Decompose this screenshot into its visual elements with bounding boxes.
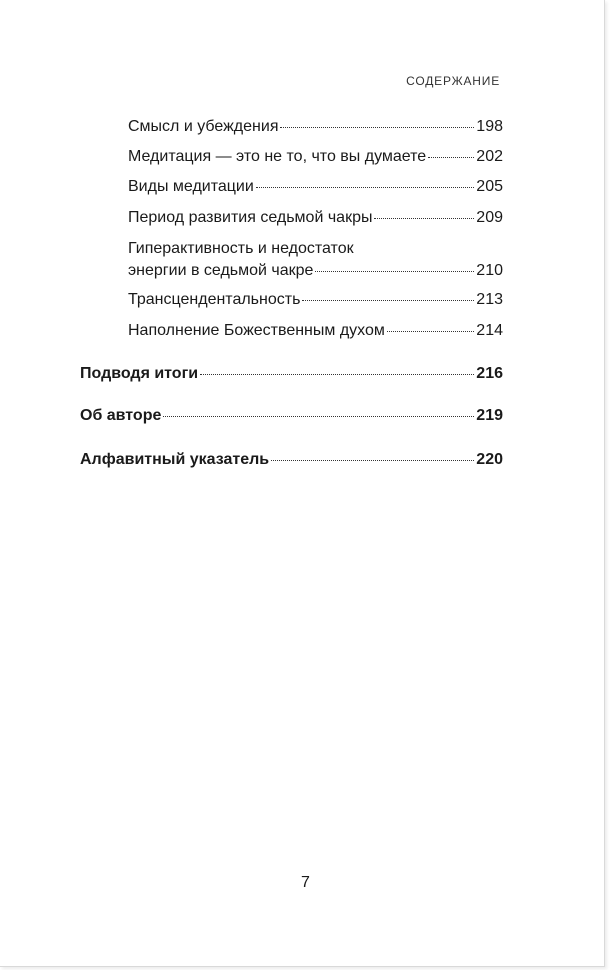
toc-entry-page: 214 xyxy=(476,322,503,339)
dot-leader xyxy=(387,331,474,332)
running-head: СОДЕРЖАНИЕ xyxy=(406,74,500,88)
dot-leader xyxy=(428,157,474,158)
dot-leader xyxy=(200,374,474,375)
toc-entry-transcendence xyxy=(128,290,503,310)
toc-entry-page: 216 xyxy=(476,365,503,382)
toc-entry-title: Виды медитации xyxy=(128,178,254,195)
toc-entry-meditation-not-what-you-think xyxy=(128,147,503,167)
toc-entry-page: 219 xyxy=(476,407,503,424)
toc-entry-page: 210 xyxy=(476,262,503,279)
dot-leader xyxy=(280,127,474,128)
toc-entry-title: Смысл и убеждения xyxy=(128,118,279,135)
toc-entry-title-line2: энергии в седьмой чакре xyxy=(128,262,314,279)
toc-entry-title: Наполнение Божественным духом xyxy=(128,322,385,339)
toc-entry-hyperactivity-and-deficiency xyxy=(128,238,503,282)
toc-entry-divine-spirit xyxy=(128,321,503,341)
page-number: 7 xyxy=(301,874,310,891)
toc-entry-page: 213 xyxy=(476,291,503,308)
toc-entry-page: 198 xyxy=(476,118,503,135)
dot-leader xyxy=(271,460,474,461)
dot-leader xyxy=(315,271,474,272)
dot-leader xyxy=(163,416,474,417)
toc-entry-line2 xyxy=(128,260,503,282)
toc-chapter-about-author xyxy=(80,406,503,426)
toc-entry-title: Медитация — это не то, что вы думаете xyxy=(128,148,427,165)
toc-entry-title: Об авторе xyxy=(80,407,162,424)
toc-entry-types-of-meditation xyxy=(128,177,503,197)
toc-entry-title: Период развития седьмой чакры xyxy=(128,209,373,226)
dot-leader xyxy=(256,187,475,188)
toc-chapter-index xyxy=(80,450,503,470)
dot-leader xyxy=(302,300,474,301)
toc-entry-page: 205 xyxy=(476,178,503,195)
toc-entry-page: 220 xyxy=(476,451,503,468)
toc-entry-seventh-chakra-development xyxy=(128,208,503,228)
toc-entry-title-line1: Гиперактивность и недостаток xyxy=(128,240,354,257)
toc-entry-title: Трансцендентальность xyxy=(128,291,301,308)
toc-entry-title: Алфавитный указатель xyxy=(80,451,270,468)
toc-entry-title: Подводя итоги xyxy=(80,365,199,382)
toc-entry-meaning-and-beliefs xyxy=(128,117,503,137)
toc-entry-page: 202 xyxy=(476,148,503,165)
toc-entry-page: 209 xyxy=(476,209,503,226)
dot-leader xyxy=(374,218,474,219)
toc-chapter-summary xyxy=(80,364,503,384)
